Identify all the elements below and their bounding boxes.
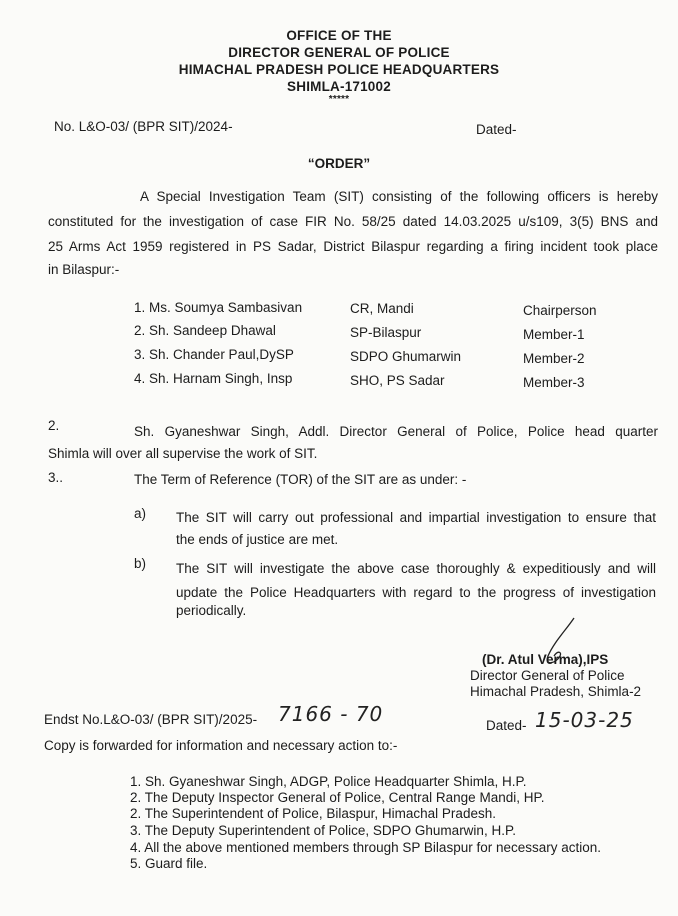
list-item: 4. All the above mentioned members through SP Bilaspur for necessary action. xyxy=(130,840,602,855)
para2-number: 2. xyxy=(48,418,60,433)
member-name: 1. Ms. Soumya Sambasivan xyxy=(134,300,303,315)
member-name: 3. Sh. Chander Paul,DySP xyxy=(134,347,294,362)
order-title: “ORDER” xyxy=(307,156,371,171)
intro-line-4: in Bilaspur:- xyxy=(48,262,120,277)
member-name: 4. Sh. Harnam Singh, Insp xyxy=(134,371,293,386)
signatory-place: Himachal Pradesh, Shimla-2 xyxy=(470,684,642,699)
tor-line: The SIT will carry out professional and impartial investigation to ensure that xyxy=(176,510,656,525)
member-post: CR, Mandi xyxy=(350,301,414,316)
intro-line-2: constituted for the investigation of case FIR No. 58/25 dated 14.03.2025 u/s109, 3(5) BNS and xyxy=(48,214,658,229)
tor-line: update the Police Headquarters with regard to the progress of investigation xyxy=(176,585,656,600)
signatory-designation: Director General of Police xyxy=(470,668,625,683)
para2-line-1: Sh. Gyaneshwar Singh, Addl. Director General of Police, Police head quarter xyxy=(134,424,658,439)
para2-line-2: Shimla will over all supervise the work of SIT. xyxy=(48,446,318,461)
endorsement-number: Endst No.L&O-03/ (BPR SIT)/2025- xyxy=(44,712,258,727)
list-item: 3. The Deputy Superintendent of Police, SDPO Ghumarwin, H.P. xyxy=(130,823,516,838)
tor-marker: b) xyxy=(134,556,147,571)
para3-text: The Term of Reference (TOR) of the SIT are as under: - xyxy=(134,472,467,487)
member-role: Member-2 xyxy=(523,351,585,366)
intro-line-1: A Special Investigation Team (SIT) consisting of the following officers is hereby xyxy=(140,189,658,204)
member-post: SP-Bilaspur xyxy=(350,325,422,340)
reference-number: No. L&O-03/ (BPR SIT)/2024- xyxy=(54,119,233,134)
intro-line-3: 25 Arms Act 1959 registered in PS Sadar, District Bilaspur regarding a firing incident took place xyxy=(48,239,658,254)
list-item: 5. Guard file. xyxy=(130,856,208,871)
member-post: SHO, PS Sadar xyxy=(350,373,445,388)
endorsement-number-handwritten: 7166 - 70 xyxy=(278,702,384,726)
signatory-name: (Dr. Atul Verma),IPS xyxy=(482,652,609,667)
office-title-line2: DIRECTOR GENERAL OF POLICE xyxy=(228,45,450,60)
dated-label: Dated- xyxy=(476,122,517,137)
member-role: Member-3 xyxy=(523,375,585,390)
copy-forwarded-line: Copy is forwarded for information and necessary action to:- xyxy=(44,738,398,753)
office-title-line3: HIMACHAL PRADESH POLICE HEADQUARTERS xyxy=(178,62,500,77)
endorsement-date-handwritten: 15-03-25 xyxy=(535,708,634,732)
tor-line: periodically. xyxy=(176,603,247,618)
list-item: 1. Sh. Gyaneshwar Singh, ADGP, Police Headquarter Shimla, H.P. xyxy=(130,774,527,789)
tor-marker: a) xyxy=(134,506,147,521)
member-post: SDPO Ghumarwin xyxy=(350,349,462,364)
office-title-line1: OFFICE OF THE xyxy=(286,28,392,43)
member-name: 2. Sh. Sandeep Dhawal xyxy=(134,323,276,338)
para3-number: 3.. xyxy=(48,470,64,485)
office-title-line4: SHIMLA-171002 xyxy=(287,79,391,94)
list-item: 2. The Deputy Inspector General of Police, Central Range Mandi, HP. xyxy=(130,790,545,805)
list-item: 2. The Superintendent of Police, Bilaspur, Himachal Pradesh. xyxy=(130,806,496,821)
member-role: Chairperson xyxy=(523,303,597,318)
member-role: Member-1 xyxy=(523,327,585,342)
tor-line: The SIT will investigate the above case thoroughly & expeditiously and will xyxy=(176,561,656,576)
endorsement-dated-label: Dated- xyxy=(486,718,527,733)
header-stars: ***** xyxy=(328,94,350,105)
tor-line: the ends of justice are met. xyxy=(176,532,339,547)
